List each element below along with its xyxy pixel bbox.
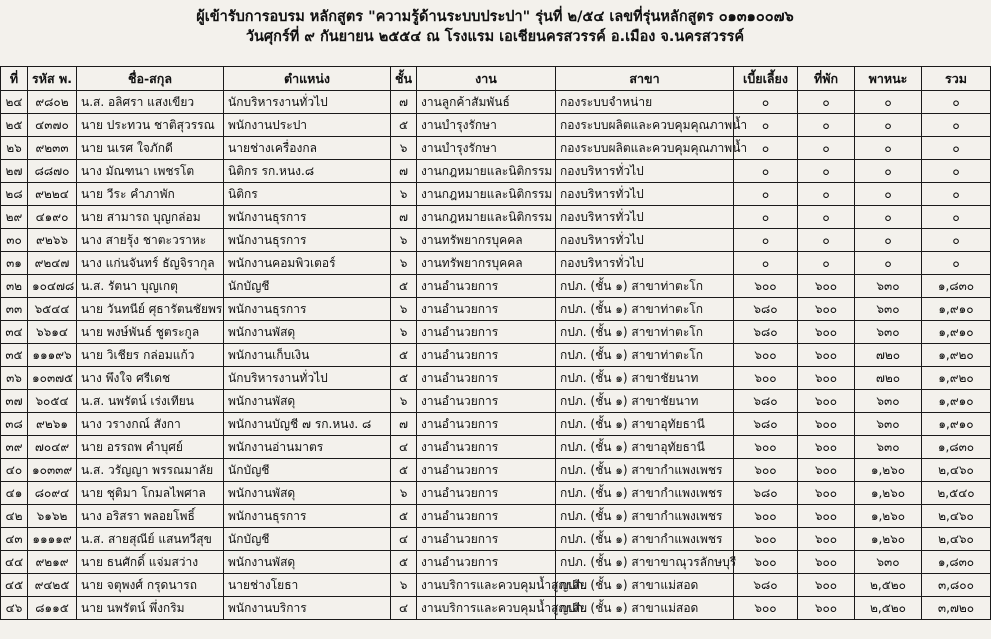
cell-section: งานอำนวยการ: [417, 367, 556, 390]
cell-code: ๙๒๒๔: [28, 183, 77, 206]
cell-level: ๕: [391, 275, 417, 298]
cell-total: ๐: [922, 206, 991, 229]
cell-section: งานอำนวยการ: [417, 275, 556, 298]
cell-code: ๘๘๗๐: [28, 160, 77, 183]
table-row: [1, 574, 991, 597]
cell-total: ๑,๙๒๐: [922, 344, 991, 367]
cell-level: ๖: [391, 574, 417, 597]
cell-level: ๕: [391, 551, 417, 574]
cell-code: ๙๔๒๕: [28, 574, 77, 597]
cell-code: ๖๕๔๔: [28, 298, 77, 321]
cell-level: ๔: [391, 436, 417, 459]
table-row: [1, 252, 991, 275]
cell-transport: ๖๓๐: [855, 436, 922, 459]
cell-level: ๗: [391, 413, 417, 436]
cell-total: ๓,๗๒๐: [922, 597, 991, 620]
cell-code: ๔๓๗๐: [28, 114, 77, 137]
cell-section: งานบำรุงรักษา: [417, 114, 556, 137]
cell-allowance: ๖๘๐: [734, 321, 798, 344]
cell-section: งานกฎหมายและนิติกรรม: [417, 183, 556, 206]
column-header-allowance: เบี้ยเลี้ยง: [734, 67, 798, 91]
cell-total: ๒,๕๔๐: [922, 482, 991, 505]
cell-section: งานบริการและควบคุมน้ำสูญเสีย: [417, 597, 556, 620]
cell-branch: กองระบบผลิตและควบคุมคุณภาพน้ำ: [556, 114, 734, 137]
cell-name: น.ส. รัตนา บุญเกตุ: [77, 275, 224, 298]
cell-position: พนักงานประปา: [224, 114, 391, 137]
participants-table: [0, 66, 991, 620]
table-row: [1, 206, 991, 229]
table-row: [1, 367, 991, 390]
cell-position: พนักงานพัสดุ: [224, 482, 391, 505]
cell-position: พนักงานพัสดุ: [224, 321, 391, 344]
table-row: [1, 597, 991, 620]
cell-name: นาง มัณฑนา เพชรโต: [77, 160, 224, 183]
cell-section: งานอำนวยการ: [417, 344, 556, 367]
cell-transport: ๖๓๐: [855, 551, 922, 574]
table-row: [1, 160, 991, 183]
column-header-position: ตำแหน่ง: [224, 67, 391, 91]
cell-position: พนักงานธุรการ: [224, 505, 391, 528]
cell-allowance: ๐: [734, 137, 798, 160]
cell-transport: ๖๓๐: [855, 390, 922, 413]
cell-allowance: ๖๐๐: [734, 367, 798, 390]
cell-no: ๒๙: [1, 206, 28, 229]
cell-level: ๗: [391, 160, 417, 183]
table-row: [1, 413, 991, 436]
table-row: [1, 344, 991, 367]
cell-position: นักบริหารงานทั่วไป: [224, 367, 391, 390]
cell-allowance: ๐: [734, 91, 798, 114]
column-header-lodging: ที่พัก: [798, 67, 855, 91]
cell-section: งานอำนวยการ: [417, 528, 556, 551]
cell-lodging: ๖๐๐: [798, 505, 855, 528]
cell-name: นาง สายรุ้ง ชาตะวราหะ: [77, 229, 224, 252]
table-row: [1, 298, 991, 321]
cell-no: ๔๖: [1, 597, 28, 620]
table-row: [1, 528, 991, 551]
cell-level: ๕: [391, 459, 417, 482]
cell-allowance: ๖๐๐: [734, 597, 798, 620]
table-header-row: [1, 67, 991, 91]
cell-section: งานบำรุงรักษา: [417, 137, 556, 160]
cell-branch: กปภ. (ชั้น ๑) สาขาอุทัยธานี: [556, 436, 734, 459]
cell-branch: กปภ. (ชั้น ๑) สาขากำแพงเพชร: [556, 482, 734, 505]
cell-branch: กปภ. (ชั้น ๑) สาขากำแพงเพชร: [556, 528, 734, 551]
cell-level: ๕: [391, 505, 417, 528]
cell-code: ๘๐๙๔: [28, 482, 77, 505]
cell-no: ๔๑: [1, 482, 28, 505]
cell-position: พนักงานคอมพิวเตอร์: [224, 252, 391, 275]
cell-section: งานบริการและควบคุมน้ำสูญเสีย: [417, 574, 556, 597]
cell-position: พนักงานบัญชี ๗ รก.หนง. ๘: [224, 413, 391, 436]
cell-total: ๐: [922, 114, 991, 137]
cell-allowance: ๖๐๐: [734, 505, 798, 528]
cell-total: ๒,๔๖๐: [922, 459, 991, 482]
cell-name: นาย ชุติมา โกมลไพศาล: [77, 482, 224, 505]
table-row: [1, 137, 991, 160]
cell-no: ๔๔: [1, 551, 28, 574]
cell-code: ๑๐๓๗๕: [28, 367, 77, 390]
cell-transport: ๖๓๐: [855, 298, 922, 321]
cell-total: ๑,๘๓๐: [922, 551, 991, 574]
cell-name: นาย วิเชียร กล่อมแก้ว: [77, 344, 224, 367]
cell-branch: กองบริหารทั่วไป: [556, 229, 734, 252]
table-row: [1, 390, 991, 413]
cell-total: ๑,๘๓๐: [922, 436, 991, 459]
column-header-branch: สาขา: [556, 67, 734, 91]
cell-level: ๕: [391, 114, 417, 137]
cell-transport: ๑,๒๖๐: [855, 482, 922, 505]
cell-branch: กปภ. (ชั้น ๑) สาขาท่าตะโก: [556, 344, 734, 367]
cell-branch: กปภ. (ชั้น ๑) สาขาท่าตะโก: [556, 275, 734, 298]
cell-transport: ๗๒๐: [855, 367, 922, 390]
cell-no: ๓๓: [1, 298, 28, 321]
document-title: ผู้เข้ารับการอบรม หลักสูตร "ความรู้ด้านระบบประปา" รุ่นที่ ๒/๕๔ เลขที่รุ่นหลักสูตร ๐๑๓๑๐๐๗๖: [196, 9, 794, 25]
cell-branch: กปภ. (ชั้น ๑) สาขาแม่สอด: [556, 597, 734, 620]
table-row: [1, 275, 991, 298]
cell-total: ๑,๙๑๐: [922, 413, 991, 436]
cell-allowance: ๖๘๐: [734, 298, 798, 321]
cell-lodging: ๐: [798, 91, 855, 114]
cell-level: ๗: [391, 91, 417, 114]
cell-section: งานอำนวยการ: [417, 505, 556, 528]
cell-branch: กปภ. (ชั้น ๑) สาขาชัยนาท: [556, 390, 734, 413]
cell-position: พนักงานพัสดุ: [224, 551, 391, 574]
cell-lodging: ๖๐๐: [798, 321, 855, 344]
cell-section: งานอำนวยการ: [417, 390, 556, 413]
cell-transport: ๐: [855, 91, 922, 114]
cell-level: ๖: [391, 298, 417, 321]
cell-section: งานทรัพยากรบุคคล: [417, 229, 556, 252]
table-row: [1, 229, 991, 252]
cell-transport: ๗๒๐: [855, 344, 922, 367]
cell-branch: กปภ. (ชั้น ๑) สาขากำแพงเพชร: [556, 505, 734, 528]
table-row: [1, 321, 991, 344]
cell-branch: กปภ. (ชั้น ๑) สาขาท่าตะโก: [556, 321, 734, 344]
cell-code: ๖๑๖๒: [28, 505, 77, 528]
cell-name: นาย อรรถพ คำบุศย์: [77, 436, 224, 459]
cell-no: ๓๗: [1, 390, 28, 413]
cell-code: ๖๖๑๔: [28, 321, 77, 344]
cell-position: พนักงานธุรการ: [224, 229, 391, 252]
cell-transport: ๖๓๐: [855, 275, 922, 298]
cell-lodging: ๖๐๐: [798, 413, 855, 436]
cell-allowance: ๐: [734, 229, 798, 252]
cell-no: ๓๔: [1, 321, 28, 344]
cell-total: ๐: [922, 160, 991, 183]
cell-transport: ๑,๒๖๐: [855, 459, 922, 482]
cell-transport: ๐: [855, 114, 922, 137]
cell-position: พนักงานพัสดุ: [224, 390, 391, 413]
cell-code: ๔๑๙๐: [28, 206, 77, 229]
table-row: [1, 91, 991, 114]
table-row: [1, 114, 991, 137]
cell-total: ๐: [922, 252, 991, 275]
cell-level: ๖: [391, 229, 417, 252]
cell-allowance: ๖๐๐: [734, 528, 798, 551]
cell-allowance: ๐: [734, 160, 798, 183]
cell-transport: ๐: [855, 252, 922, 275]
column-header-name: ชื่อ-สกุล: [77, 67, 224, 91]
cell-total: ๐: [922, 229, 991, 252]
cell-allowance: ๐: [734, 183, 798, 206]
cell-level: ๔: [391, 597, 417, 620]
cell-lodging: ๖๐๐: [798, 551, 855, 574]
cell-allowance: ๖๐๐: [734, 275, 798, 298]
cell-no: ๔๒: [1, 505, 28, 528]
cell-code: ๑๐๓๓๙: [28, 459, 77, 482]
cell-no: ๓๘: [1, 413, 28, 436]
cell-name: นาง อริสรา พลอยโพธิ์: [77, 505, 224, 528]
cell-branch: กองระบบจำหน่าย: [556, 91, 734, 114]
cell-lodging: ๖๐๐: [798, 298, 855, 321]
cell-code: ๗๐๔๙: [28, 436, 77, 459]
cell-section: งานอำนวยการ: [417, 459, 556, 482]
cell-code: ๑๑๑๙๖: [28, 344, 77, 367]
table-row: [1, 551, 991, 574]
cell-allowance: ๖๐๐: [734, 436, 798, 459]
cell-total: ๒,๔๖๐: [922, 528, 991, 551]
cell-no: ๒๖: [1, 137, 28, 160]
cell-level: ๗: [391, 206, 417, 229]
table-row: [1, 505, 991, 528]
table-row: [1, 482, 991, 505]
cell-section: งานอำนวยการ: [417, 413, 556, 436]
cell-allowance: ๖๐๐: [734, 551, 798, 574]
cell-lodging: ๐: [798, 183, 855, 206]
column-header-total: รวม: [922, 67, 991, 91]
cell-code: ๙๒๔๗: [28, 252, 77, 275]
cell-code: ๙๒๑๙: [28, 551, 77, 574]
cell-allowance: ๖๐๐: [734, 459, 798, 482]
cell-name: นาย จตุพงศ์ กรุดนารถ: [77, 574, 224, 597]
cell-total: ๒,๔๖๐: [922, 505, 991, 528]
cell-code: ๘๑๑๕: [28, 597, 77, 620]
cell-transport: ๐: [855, 183, 922, 206]
cell-no: ๓๕: [1, 344, 28, 367]
cell-branch: กปภ. (ชั้น ๑) สาขาขาณุวรลักษบุรี: [556, 551, 734, 574]
table-row: [1, 459, 991, 482]
cell-lodging: ๐: [798, 252, 855, 275]
cell-level: ๕: [391, 344, 417, 367]
cell-branch: กปภ. (ชั้น ๑) สาขาอุทัยธานี: [556, 413, 734, 436]
cell-lodging: ๖๐๐: [798, 436, 855, 459]
cell-name: นาง พึงใจ ศรีเดช: [77, 367, 224, 390]
cell-code: ๙๒๖๖: [28, 229, 77, 252]
cell-level: ๖: [391, 321, 417, 344]
cell-code: ๙๒๖๑: [28, 413, 77, 436]
cell-code: ๑๐๔๗๘: [28, 275, 77, 298]
cell-name: นาย นเรศ ใจภักดี: [77, 137, 224, 160]
cell-no: ๓๐: [1, 229, 28, 252]
cell-lodging: ๖๐๐: [798, 482, 855, 505]
cell-name: น.ส. สายสุณีย์ แสนทวีสุข: [77, 528, 224, 551]
cell-transport: ๐: [855, 206, 922, 229]
cell-lodging: ๖๐๐: [798, 574, 855, 597]
cell-level: ๖: [391, 137, 417, 160]
cell-allowance: ๖๘๐: [734, 574, 798, 597]
cell-lodging: ๐: [798, 206, 855, 229]
cell-transport: ๒,๕๒๐: [855, 574, 922, 597]
cell-lodging: ๖๐๐: [798, 597, 855, 620]
cell-no: ๓๙: [1, 436, 28, 459]
cell-lodging: ๖๐๐: [798, 459, 855, 482]
column-header-no: ที่: [1, 67, 28, 91]
cell-position: นักบัญชี: [224, 275, 391, 298]
cell-position: นักบัญชี: [224, 528, 391, 551]
cell-total: ๓,๘๐๐: [922, 574, 991, 597]
cell-allowance: ๖๘๐: [734, 413, 798, 436]
table-row: [1, 183, 991, 206]
cell-branch: กองบริหารทั่วไป: [556, 252, 734, 275]
cell-transport: ๐: [855, 137, 922, 160]
document-subtitle: วันศุกร์ที่ ๙ กันยายน ๒๕๕๔ ณ โรงแรม เอเชียนครสวรรค์ อ.เมือง จ.นครสวรรค์: [245, 29, 745, 45]
cell-total: ๐: [922, 137, 991, 160]
cell-no: ๒๕: [1, 114, 28, 137]
cell-branch: กปภ. (ชั้น ๑) สาขากำแพงเพชร: [556, 459, 734, 482]
cell-lodging: ๐: [798, 114, 855, 137]
cell-level: ๖: [391, 482, 417, 505]
cell-allowance: ๖๘๐: [734, 390, 798, 413]
cell-level: ๕: [391, 367, 417, 390]
cell-total: ๐: [922, 183, 991, 206]
cell-total: ๑,๙๑๐: [922, 321, 991, 344]
cell-position: นักบัญชี: [224, 459, 391, 482]
cell-lodging: ๖๐๐: [798, 344, 855, 367]
cell-code: ๖๐๕๔: [28, 390, 77, 413]
cell-level: ๖: [391, 252, 417, 275]
cell-section: งานอำนวยการ: [417, 298, 556, 321]
cell-no: ๒๔: [1, 91, 28, 114]
cell-allowance: ๐: [734, 206, 798, 229]
cell-total: ๑,๘๓๐: [922, 275, 991, 298]
cell-position: นายช่างโยธา: [224, 574, 391, 597]
column-header-section: งาน: [417, 67, 556, 91]
cell-name: น.ส. อลิศรา แสงเขียว: [77, 91, 224, 114]
cell-position: พนักงานบริการ: [224, 597, 391, 620]
cell-section: งานอำนวยการ: [417, 436, 556, 459]
cell-branch: กองบริหารทั่วไป: [556, 183, 734, 206]
cell-position: นายช่างเครื่องกล: [224, 137, 391, 160]
column-header-transport: พาหนะ: [855, 67, 922, 91]
cell-transport: ๒,๕๒๐: [855, 597, 922, 620]
column-header-code: รหัส พ.: [28, 67, 77, 91]
cell-lodging: ๖๐๐: [798, 528, 855, 551]
cell-transport: ๑,๒๖๐: [855, 528, 922, 551]
cell-section: งานอำนวยการ: [417, 482, 556, 505]
cell-no: ๔๓: [1, 528, 28, 551]
cell-level: ๔: [391, 528, 417, 551]
column-header-level: ชั้น: [391, 67, 417, 91]
cell-name: นาย วีระ คำภาพัก: [77, 183, 224, 206]
cell-position: นักบริหารงานทั่วไป: [224, 91, 391, 114]
cell-no: ๓๒: [1, 275, 28, 298]
cell-name: นาง วรางกณ์ สังกา: [77, 413, 224, 436]
cell-section: งานลูกค้าสัมพันธ์: [417, 91, 556, 114]
cell-level: ๖: [391, 183, 417, 206]
cell-position: พนักงานธุรการ: [224, 298, 391, 321]
cell-no: ๓๑: [1, 252, 28, 275]
cell-name: นาย วันทนีย์ ศุธารัตนชัยพร: [77, 298, 224, 321]
cell-section: งานกฎหมายและนิติกรรม: [417, 206, 556, 229]
cell-transport: ๖๓๐: [855, 321, 922, 344]
cell-level: ๖: [391, 390, 417, 413]
cell-lodging: ๖๐๐: [798, 275, 855, 298]
cell-total: ๑,๙๑๐: [922, 390, 991, 413]
cell-allowance: ๐: [734, 114, 798, 137]
cell-allowance: ๖๐๐: [734, 344, 798, 367]
cell-name: นาง แก่นจันทร์ ธัญจิรากุล: [77, 252, 224, 275]
table-body: [1, 91, 991, 620]
cell-no: ๓๖: [1, 367, 28, 390]
cell-total: ๑,๙๒๐: [922, 367, 991, 390]
cell-code: ๑๑๑๑๙: [28, 528, 77, 551]
cell-name: น.ส. นพรัตน์ เร่งเทียน: [77, 390, 224, 413]
cell-no: ๔๕: [1, 574, 28, 597]
cell-section: งานอำนวยการ: [417, 551, 556, 574]
cell-lodging: ๖๐๐: [798, 367, 855, 390]
cell-branch: กปภ. (ชั้น ๑) สาขาแม่สอด: [556, 574, 734, 597]
cell-position: พนักงานธุรการ: [224, 206, 391, 229]
cell-name: น.ส. วรัญญา พรรณมาลัย: [77, 459, 224, 482]
cell-lodging: ๐: [798, 229, 855, 252]
cell-allowance: ๐: [734, 252, 798, 275]
cell-allowance: ๖๘๐: [734, 482, 798, 505]
cell-no: ๔๐: [1, 459, 28, 482]
cell-transport: ๖๓๐: [855, 413, 922, 436]
cell-position: นิติกร: [224, 183, 391, 206]
cell-no: ๒๗: [1, 160, 28, 183]
cell-transport: ๐: [855, 229, 922, 252]
cell-position: นิติกร รก.หนง.๘: [224, 160, 391, 183]
cell-no: ๒๘: [1, 183, 28, 206]
cell-code: ๙๘๐๒: [28, 91, 77, 114]
cell-lodging: ๖๐๐: [798, 390, 855, 413]
table-row: [1, 436, 991, 459]
cell-lodging: ๐: [798, 137, 855, 160]
cell-branch: กองบริหารทั่วไป: [556, 206, 734, 229]
cell-lodging: ๐: [798, 160, 855, 183]
cell-code: ๙๒๓๓: [28, 137, 77, 160]
cell-name: นาย นพรัตน์ พึ่งกริม: [77, 597, 224, 620]
cell-transport: ๐: [855, 160, 922, 183]
cell-name: นาย สามารถ บุญกล่อม: [77, 206, 224, 229]
cell-section: งานกฎหมายและนิติกรรม: [417, 160, 556, 183]
cell-branch: กองบริหารทั่วไป: [556, 160, 734, 183]
cell-total: ๑,๙๑๐: [922, 298, 991, 321]
cell-position: พนักงานอ่านมาตร: [224, 436, 391, 459]
cell-branch: กองระบบผลิตและควบคุมคุณภาพน้ำ: [556, 137, 734, 160]
cell-section: งานอำนวยการ: [417, 321, 556, 344]
cell-branch: กปภ. (ชั้น ๑) สาขาท่าตะโก: [556, 298, 734, 321]
cell-name: นาย ธนศักดิ์ แจ่มสว่าง: [77, 551, 224, 574]
cell-position: พนักงานเก็บเงิน: [224, 344, 391, 367]
cell-name: นาย ประทวน ชาติสุวรรณ: [77, 114, 224, 137]
cell-name: นาย พงษ์พันธ์ ชูตระกูล: [77, 321, 224, 344]
cell-transport: ๑,๒๖๐: [855, 505, 922, 528]
cell-total: ๐: [922, 91, 991, 114]
cell-section: งานทรัพยากรบุคคล: [417, 252, 556, 275]
cell-branch: กปภ. (ชั้น ๑) สาขาชัยนาท: [556, 367, 734, 390]
